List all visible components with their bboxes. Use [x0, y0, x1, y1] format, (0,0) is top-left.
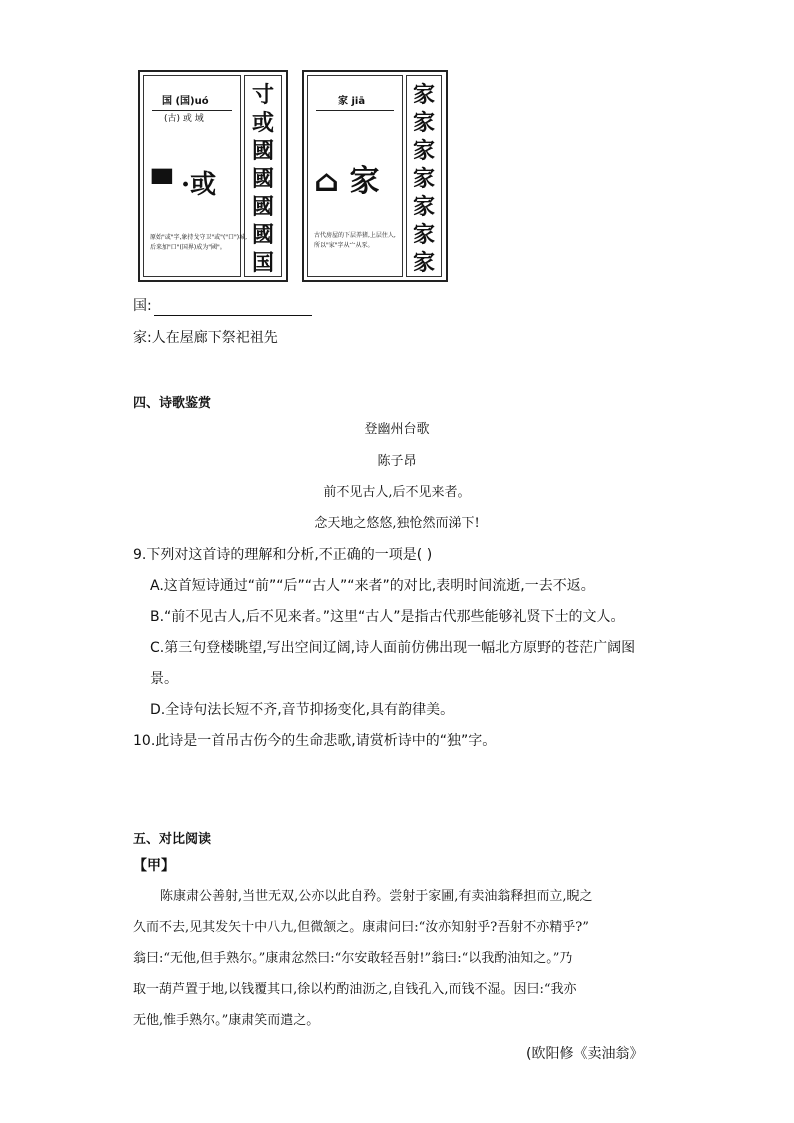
card-jia-vchar-1: 家 [413, 82, 436, 108]
card-guo-subheader: (古) 或 域 [164, 114, 204, 124]
card-jia-caption-1: 古代房屋的下层养猪,上层住人, [314, 232, 396, 239]
card-guo-vchar-3: 國 [252, 138, 275, 164]
guo-answer-row [133, 296, 312, 316]
card-guo-header: 国 (国)uó [162, 96, 209, 107]
q9-option-b[interactable]: B.“前不见古人,后不见来者。”这里“古人”是指古代那些能够礼贤下士的文人。 [150, 609, 625, 625]
card-jia-vchar-6: 家 [413, 222, 436, 248]
poem-title: 登幽州台歌 [364, 422, 430, 437]
card-guo-right-panel [244, 75, 282, 277]
card-guo-caption-2: 后来加"口"(国界)成为"國"。 [150, 244, 226, 251]
card-jia-vchar-2: 家 [413, 110, 436, 136]
card-jia-image [302, 70, 448, 282]
section5-label-jia: 【甲】 [133, 858, 175, 874]
poem-line-1: 前不见古人,后不见来者。 [323, 485, 471, 500]
q9-option-a[interactable]: A.这首短诗通过“前”“后”“古人”“来者”的对比,表明时间流逝,一去不返。 [150, 578, 595, 594]
card-jia-vchar-3: 家 [413, 138, 436, 164]
jia-answer-row: 家:人在屋廊下祭祀祖先 [133, 330, 278, 346]
q9-option-d[interactable]: D.全诗句法长短不齐,音节抑扬变化,具有韵律美。 [150, 702, 455, 718]
poem-line-2: 念天地之悠悠,独怆然而涕下! [314, 516, 480, 531]
jia-para-line-4: 取一葫芦置于地,以钱覆其口,徐以杓酌油沥之,自钱孔入,而钱不湿。因曰:“我亦 [133, 982, 577, 997]
poem-author: 陈子昂 [377, 454, 417, 469]
card-guo-glyphs: ▀ ·或 [152, 170, 217, 200]
q10-stem: 10.此诗是一首吊古伤今的生命悲歌,请赏析诗中的“独”字。 [133, 733, 497, 749]
guo-label: 国: [133, 298, 152, 314]
card-jia-vchar-7: 家 [413, 250, 436, 276]
card-guo-vchar-2: 或 [252, 110, 275, 136]
card-jia-left-panel [307, 75, 403, 277]
card-jia-header: 家 jiā [338, 96, 366, 107]
card-jia-right-panel [406, 75, 442, 277]
card-guo-vchar-1: 寸 [252, 82, 275, 108]
card-jia-caption-2: 所以"家"字从宀从豕。 [314, 242, 374, 249]
card-guo-header-rule [152, 110, 232, 111]
card-guo-left-panel [143, 75, 248, 277]
card-guo-vchar-7: 国 [252, 250, 275, 276]
card-guo-vchar-6: 國 [252, 222, 275, 248]
jia-para-line-5: 无他,惟手熟尔。”康肃笑而遣之。 [133, 1013, 320, 1028]
card-jia-vchar-5: 家 [413, 194, 436, 220]
q9-stem: 9.下列对这首诗的理解和分析,不正确的一项是( ) [133, 547, 433, 563]
section5-heading: 五、对比阅读 [133, 832, 212, 847]
card-jia-header-rule [316, 110, 394, 111]
q9-option-c-cont: 景。 [150, 671, 178, 687]
card-guo-vchar-4: 國 [252, 166, 275, 192]
card-jia-glyphs: ⌂ 家 [314, 164, 380, 199]
card-guo-vchar-5: 國 [252, 194, 275, 220]
q9-option-c[interactable]: C.第三句登楼眺望,写出空间辽阔,诗人面前仿佛出现一幅北方原野的苍茫广阔图 [150, 640, 636, 656]
jia-para-line-2: 久而不去,见其发矢十中八九,但微颔之。康肃问曰:“汝亦知射乎?吾射不亦精乎?” [133, 920, 589, 935]
jia-source: (欧阳修《卖油翁》 [526, 1046, 644, 1062]
card-jia-vchar-4: 家 [413, 166, 436, 192]
jia-para-line-3: 翁曰:“无他,但手熟尔。”康肃忿然曰:“尔安敢轻吾射!”翁曰:“以我酌油知之。”乃 [133, 951, 573, 966]
jia-para-line-1: 陈康肃公善射,当世无双,公亦以此自矜。尝射于家圃,有卖油翁释担而立,睨之 [160, 889, 593, 904]
section4-heading: 四、诗歌鉴赏 [133, 396, 212, 411]
card-guo-caption-1: 原始"或"字,象持戈守卫"或"("口")城, [150, 234, 248, 241]
guo-answer-blank[interactable] [154, 301, 312, 316]
card-guo-image [138, 70, 288, 282]
